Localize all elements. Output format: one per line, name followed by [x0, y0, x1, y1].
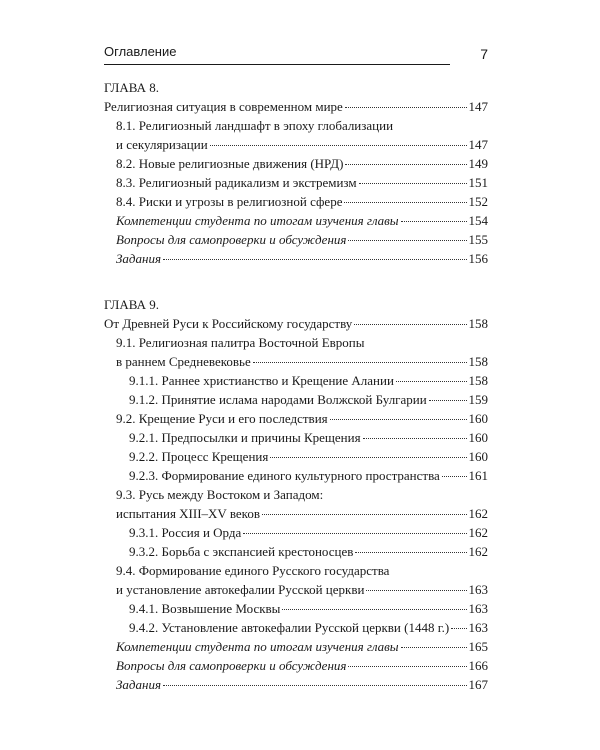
toc-entry[interactable]: 8.3. Религиозный радикализм и экстремизм 151: [116, 175, 488, 190]
toc-entry[interactable]: 9.4.1. Возвышение Москвы 163: [129, 601, 488, 616]
toc-page: 160: [468, 430, 488, 445]
toc-entry[interactable]: 9.3.1. Россия и Орда 162: [129, 525, 488, 540]
toc-entry[interactable]: в раннем Средневековье 158: [116, 354, 488, 369]
toc-page: 155: [468, 232, 488, 247]
toc-entry[interactable]: 9.2.3. Формирование единого культурного пространства 161: [129, 468, 488, 483]
toc-entry[interactable]: Вопросы для самопроверки и обсуждения 166: [116, 658, 488, 673]
toc-entry[interactable]: От Древней Руси к Российскому государству 158: [104, 316, 488, 331]
toc-entry[interactable]: 9.4.2. Установление автокефалии Русской церкви (1448 г.) 163: [129, 620, 488, 635]
toc-entry[interactable]: Компетенции студента по итогам изучения главы 154: [116, 213, 488, 228]
toc-page: 167: [468, 677, 488, 692]
toc-page: 162: [468, 544, 488, 559]
toc-entry[interactable]: Задания 167: [116, 677, 488, 692]
toc-entry[interactable]: 9.1.1. Раннее христианство и Крещение Алании 158: [129, 373, 488, 388]
toc-page: 158: [468, 316, 488, 331]
toc-entry[interactable]: Компетенции студента по итогам изучения главы 165: [116, 639, 488, 654]
toc-page: 160: [468, 411, 488, 426]
toc-page: 158: [468, 354, 488, 369]
chapter-label: ГЛАВА 8.: [104, 80, 159, 95]
toc-entry-line[interactable]: 9.3. Русь между Востоком и Западом:: [116, 487, 324, 502]
chapter-label: ГЛАВА 9.: [104, 297, 159, 312]
toc-entry-line[interactable]: 8.1. Религиозный ландшафт в эпоху глобализации: [116, 118, 394, 133]
running-title: Оглавление: [104, 44, 177, 59]
toc-entry[interactable]: 9.3.2. Борьба с экспансией крестоносцев 162: [129, 544, 488, 559]
toc-entry-line[interactable]: 9.4. Формирование единого Русского государства: [116, 563, 390, 578]
toc-entry[interactable]: Вопросы для самопроверки и обсуждения 155: [116, 232, 488, 247]
toc-page: 149: [468, 156, 488, 171]
toc-page: 147: [468, 137, 488, 152]
toc-page: 154: [468, 213, 488, 228]
toc-entry[interactable]: Религиозная ситуация в современном мире 147: [104, 99, 488, 114]
toc-page: 162: [468, 525, 488, 540]
toc-entry[interactable]: и секуляризации 147: [116, 137, 488, 152]
toc-entry[interactable]: 9.1.2. Принятие ислама народами Волжской Булгарии 159: [129, 392, 488, 407]
toc-entry[interactable]: испытания XIII–XV веков 162: [116, 506, 488, 521]
toc-page: 147: [468, 99, 488, 114]
toc-page: 160: [468, 449, 488, 464]
page-number: 7: [480, 46, 488, 62]
chapter-8: [104, 78, 488, 268]
toc-page: 162: [468, 506, 488, 521]
toc-entry[interactable]: Задания 156: [116, 251, 488, 266]
toc-page: 161: [468, 468, 488, 483]
toc-page: 152: [468, 194, 488, 209]
toc-entry[interactable]: 9.2.1. Предпосылки и причины Крещения 160: [129, 430, 488, 445]
header-rule: [104, 64, 450, 65]
chapter-9: [104, 295, 488, 694]
toc-page: 166: [468, 658, 488, 673]
toc-page: 159: [468, 392, 488, 407]
toc-page: 151: [468, 175, 488, 190]
toc-page: 163: [468, 620, 488, 635]
toc-entry[interactable]: и установление автокефалии Русской церкви 163: [116, 582, 488, 597]
toc-entry[interactable]: 9.2. Крещение Руси и его последствия 160: [116, 411, 488, 426]
toc-entry[interactable]: 9.2.2. Процесс Крещения 160: [129, 449, 488, 464]
table-of-contents: [104, 78, 488, 694]
toc-page: 156: [468, 251, 488, 266]
toc-page: 165: [468, 639, 488, 654]
toc-page: 163: [468, 582, 488, 597]
toc-entry-line[interactable]: 9.1. Религиозная палитра Восточной Европы: [116, 335, 365, 350]
toc-page: 158: [468, 373, 488, 388]
toc-page: 163: [468, 601, 488, 616]
toc-entry[interactable]: 8.2. Новые религиозные движения (НРД) 149: [116, 156, 488, 171]
toc-entry[interactable]: 8.4. Риски и угрозы в религиозной сфере 152: [116, 194, 488, 209]
